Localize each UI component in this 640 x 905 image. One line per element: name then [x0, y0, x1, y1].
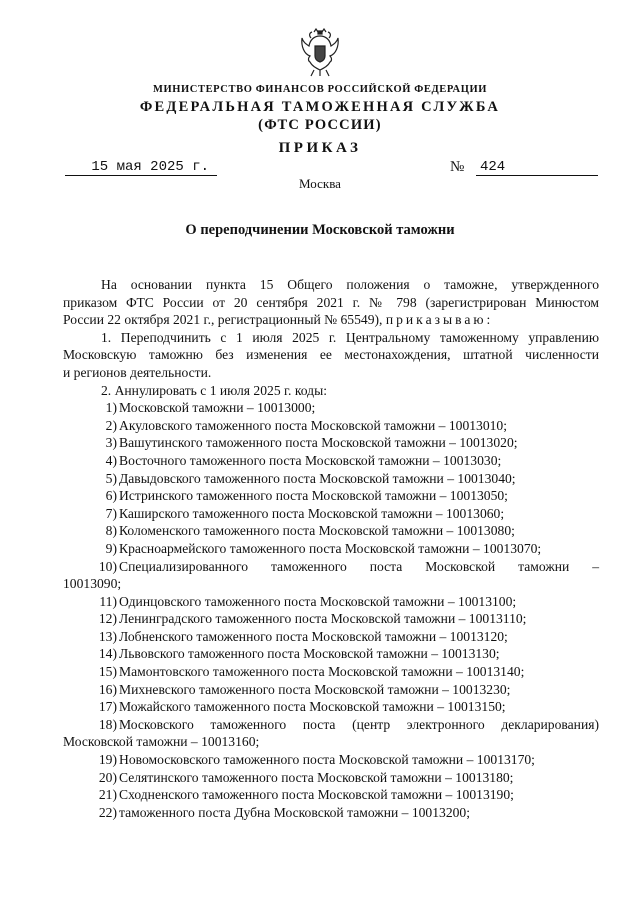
list-item-text: Ленинградского таможенного поста Московской таможни – 10013110;: [119, 611, 527, 627]
list-item-text: Сходненского таможенного поста Московской таможни – 10013190;: [119, 787, 514, 803]
list-item-text: Вашутинского таможенного поста Московской таможни – 10013020;: [119, 435, 518, 451]
list-item-text: Коломенского таможенного поста Московской таможни – 10013080;: [119, 523, 515, 539]
list-item-number: 4): [105, 452, 117, 468]
list-item-number: 12): [98, 611, 117, 627]
list-item: [63, 786, 599, 804]
intro-line: На основании пункта 15 Общего положения о таможне, утвержденного: [101, 277, 599, 292]
list-item-number: 17): [98, 699, 117, 715]
service-name: ФЕДЕРАЛЬНАЯ ТАМОЖЕННАЯ СЛУЖБА: [139, 99, 501, 115]
list-item-text: Селятинского таможенного поста Московской таможни – 10013180;: [119, 769, 514, 785]
list-item-text: Лобненского таможенного поста Московской таможни – 10013120;: [119, 628, 508, 644]
list-item-number: 3): [105, 435, 117, 451]
list-item-number: 22): [98, 804, 117, 820]
document-title: О переподчинении Московской таможни: [185, 222, 455, 238]
order-city: Москва: [299, 176, 341, 191]
list-item: [63, 769, 599, 787]
list-item-number: 2): [105, 417, 117, 433]
list-item-text: Московского таможенного поста (центр электронного декларирования): [119, 716, 599, 732]
list-item-number: 14): [98, 646, 117, 662]
list-item-number: 20): [98, 769, 117, 785]
list-item-number: 11): [99, 593, 117, 609]
list-item: [63, 487, 599, 505]
list-item: [63, 716, 599, 734]
list-item-number: 8): [105, 523, 117, 539]
list-item: [63, 610, 599, 628]
list-item-text: Новомосковского таможенного поста Московской таможни – 10013170;: [119, 752, 535, 768]
list-item-continuation: 10013090;: [63, 576, 122, 592]
list-item: [63, 698, 599, 716]
list-item: [63, 558, 599, 576]
list-item-number: 16): [98, 681, 117, 697]
paragraph-line: 1. Переподчинить с 1 июля 2025 г. Центральному таможенному управлению: [101, 329, 599, 345]
document-type: ПРИКАЗ: [278, 140, 362, 156]
paragraph-line: и регионов деятельности.: [63, 364, 212, 380]
list-item-number: 13): [98, 628, 117, 644]
list-item-text: Каширского таможенного поста Московской таможни – 10013060;: [119, 505, 505, 521]
list-item-continuation: Московской таможни – 10013160;: [63, 734, 260, 750]
order-date: 15 мая 2025 г.: [65, 159, 217, 176]
list-item: [63, 663, 599, 681]
ministry-name: МИНИСТЕРСТВО ФИНАНСОВ РОССИЙСКОЙ ФЕДЕРАЦИИ: [152, 84, 488, 95]
list-item: [63, 804, 599, 822]
list-item: [63, 751, 599, 769]
list-item-text: Михневского таможенного поста Московской таможни – 10013230;: [119, 681, 511, 697]
list-item: [63, 593, 599, 611]
list-item: [63, 417, 599, 435]
coat-of-arms-emblem: [300, 28, 340, 78]
list-item-text: Специализированного таможенного поста Московской таможни –: [119, 558, 599, 574]
intro-line: приказом ФТС России от 20 сентября 2021 г. № 798 (зарегистрирован Минюстом: [63, 294, 599, 310]
list-item-number: 7): [105, 505, 117, 521]
list-item-number: 1): [105, 400, 117, 416]
list-item-number: 21): [98, 787, 117, 803]
list-item-number: 19): [98, 752, 117, 768]
list-item-text: Можайского таможенного поста Московской таможни – 10013150;: [119, 699, 506, 715]
list-item-text: Львовского таможенного поста Московской таможни – 10013130;: [119, 646, 500, 662]
list-item: [63, 505, 599, 523]
order-word: приказываю:: [385, 312, 494, 328]
list-item: [63, 540, 599, 558]
list-item-text: Красноармейского таможенного поста Московской таможни – 10013070;: [119, 540, 542, 556]
order-number-label: №: [450, 159, 465, 175]
paragraph-line: Московскую таможню без изменения ее местонахождения, штатной численности: [63, 347, 599, 363]
list-item: [63, 645, 599, 663]
list-item-number: 15): [98, 664, 117, 680]
list-item-text: Мамонтовского таможенного поста Московской таможни – 10013140;: [119, 664, 525, 680]
list-item: [63, 470, 599, 488]
list-item: [63, 399, 599, 417]
list-item: [63, 681, 599, 699]
list-item: [63, 628, 599, 646]
list-item-number: 5): [105, 470, 117, 486]
intro-text: России 22 октября 2021 г., регистрационный № 65549),: [63, 312, 383, 328]
list-item-number: 10): [98, 558, 117, 574]
list-item: [63, 452, 599, 470]
list-item-text: таможенного поста Дубна Московской таможни – 10013200;: [119, 804, 470, 820]
intro-line: [63, 311, 599, 329]
service-short-name: (ФТС РОССИИ): [258, 117, 382, 133]
order-number: 424: [476, 159, 598, 176]
list-item: [63, 522, 599, 540]
list-item-text: Истринского таможенного поста Московской таможни – 10013050;: [119, 488, 508, 504]
list-item: [63, 434, 599, 452]
list-item-text: Московской таможни – 10013000;: [119, 400, 316, 416]
list-item-number: 9): [105, 540, 117, 556]
list-item-text: Одинцовского таможенного поста Московской таможни – 10013100;: [119, 593, 517, 609]
list-item-text: Давыдовского таможенного поста Московской таможни – 10013040;: [119, 470, 516, 486]
list-item-number: 18): [98, 716, 117, 732]
list-item-number: 6): [105, 488, 117, 504]
document-body: [63, 276, 599, 821]
list-item-text: Акуловского таможенного поста Московской таможни – 10013010;: [119, 417, 508, 433]
codes-list: [63, 399, 599, 821]
paragraph-line: 2. Аннулировать с 1 июля 2025 г. коды:: [101, 382, 327, 398]
list-item-text: Восточного таможенного поста Московской таможни – 10013030;: [119, 452, 502, 468]
